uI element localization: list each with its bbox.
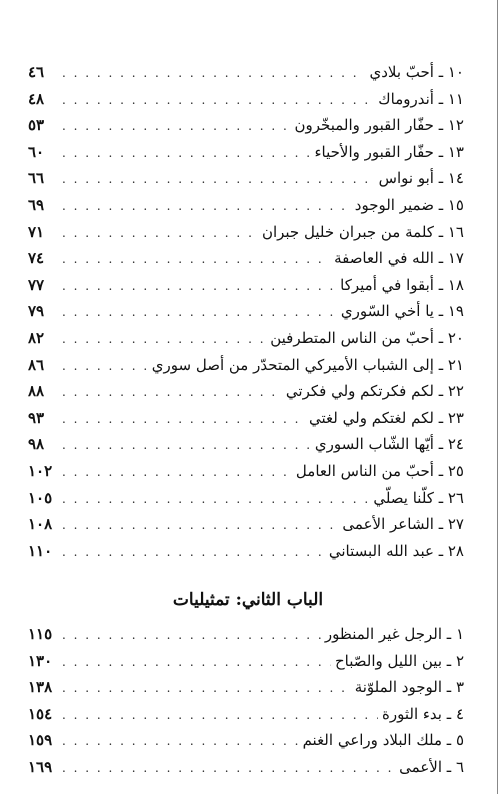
toc-entry [28, 674, 464, 701]
toc-entry-title: ٢٤ ـ أيّها الشّاب السوري [314, 435, 464, 454]
toc-entry-page-number: ٧٧ [28, 275, 45, 294]
toc-section-part-two [28, 621, 464, 781]
dot-leader [62, 60, 365, 87]
toc-entry-page-number: ٨٦ [28, 355, 45, 374]
toc-entry-title: ٢٨ ـ عبد الله البستاني [328, 541, 464, 560]
toc-entry-title: ١ ـ الرجل غير المنظور [324, 625, 464, 643]
toc-entry-number: ٢٦ [447, 488, 464, 507]
toc-entry [28, 701, 464, 728]
toc-entry-title: ١٧ ـ الله في العاصفة [334, 249, 464, 268]
toc-entry-page-number: ١٠٨ [28, 515, 53, 534]
toc-entry-number: ١٥ [447, 195, 464, 214]
toc-entry-title: ٦ ـ الأعمى [399, 757, 464, 776]
toc-entry-title: ٣ ـ الوجود الملوّنة [354, 678, 464, 697]
toc-entry-number: ١٧ [447, 249, 464, 268]
toc-entry [28, 538, 464, 565]
toc-entry-page-number: ٦٠ [28, 142, 45, 161]
dot-leader [62, 326, 266, 353]
toc-entry [28, 621, 464, 648]
toc-entry-page-number: ١٣٠ [28, 651, 53, 670]
toc-entry-number: ٢٣ [447, 408, 464, 427]
dot-leader [62, 193, 351, 220]
toc-entry-text: إلى الشباب الأميركي المتحدّر من أصل سوري [151, 355, 434, 374]
toc-entry-title: ١٦ ـ كلمة من جبران خليل جبران [261, 222, 464, 241]
toc-section-part-one [28, 59, 464, 564]
toc-entry [28, 485, 464, 512]
toc-entry-text: يا أخي السّوري [340, 302, 434, 321]
toc-entry-page-number: ٩٣ [28, 408, 45, 427]
toc-entry-page-number: ١٦٩ [28, 757, 53, 776]
toc-entry-number: ٤ [455, 704, 464, 723]
toc-entry-page-number: ٦٦ [28, 169, 45, 188]
toc-entry-title: ٢٥ ـ أحبّ من الناس العامل [295, 461, 464, 480]
toc-entry-title: ١١ ـ أندروماك [378, 89, 464, 108]
toc-entry-text: لكم فكرتكم ولي فكرتي [285, 382, 434, 401]
dot-leader [62, 539, 325, 566]
toc-entry-text: بدء الثورة [382, 704, 442, 723]
toc-entry-text: كلمة من جبران خليل جبران [261, 222, 434, 241]
toc-entry-number: ٦ [455, 757, 464, 776]
toc-entry-number: ١٤ [447, 169, 464, 188]
toc-entry [28, 378, 464, 405]
toc-entry-title: ٢٧ ـ الشاعر الأعمى [342, 515, 464, 534]
toc-entry-page-number: ١٠٥ [28, 488, 53, 507]
toc-entry-page-number: ١٠٢ [28, 461, 53, 480]
toc-entry-text: الله في العاصفة [334, 249, 434, 268]
toc-entry-title: ٢٢ ـ لكم فكرتكم ولي فكرتي [285, 382, 464, 401]
toc-entry [28, 431, 464, 458]
toc-entry-number: ١٦ [447, 222, 464, 241]
toc-entry-number: ٢٢ [447, 382, 464, 401]
dot-leader [62, 675, 351, 702]
dot-leader [62, 246, 330, 273]
dot-leader [62, 379, 282, 406]
dot-leader [62, 432, 311, 459]
dot-leader [62, 486, 369, 513]
toc-entry-title: ١٥ ـ ضمير الوجود [354, 195, 464, 214]
toc-entry-title: ٢ ـ بين الليل والصّباح [334, 651, 464, 670]
dot-leader [62, 702, 378, 729]
toc-entry-number: ١٠ [447, 63, 464, 81]
toc-entry [28, 405, 464, 432]
toc-entry-text: كلّنا يصلّي [373, 488, 434, 507]
toc-entry-text: بين الليل والصّباح [334, 651, 442, 670]
toc-entry-title: ٥ ـ ملك البلاد وراعي الغنم [302, 731, 464, 750]
toc-entry-number: ١٣ [447, 142, 464, 161]
toc-entry-text: ضمير الوجود [354, 195, 434, 214]
toc-entry-text: حفّار القبور والمبخّرون [294, 116, 434, 135]
toc-entry-number: ٢٨ [447, 541, 464, 560]
toc-entry-title: ١٢ ـ حفّار القبور والمبخّرون [294, 116, 464, 135]
dot-leader [62, 512, 338, 539]
toc-entry-page-number: ٧٩ [28, 302, 45, 321]
toc-entry-text: ملك البلاد وراعي الغنم [302, 731, 442, 750]
toc-entry [28, 139, 464, 166]
toc-entry-number: ١١ [447, 89, 464, 108]
toc-entry-text: أحبّ من الناس المتطرفين [270, 328, 434, 347]
toc-entry-page-number: ١٣٨ [28, 678, 53, 697]
toc-entry-number: ٣ [455, 678, 464, 697]
toc-entry-page-number: ٦٩ [28, 195, 45, 214]
toc-entry [28, 86, 464, 113]
dot-leader [62, 140, 310, 167]
toc-entry-text: الأعمى [399, 757, 442, 776]
toc-entry-page-number: ٤٦ [28, 63, 45, 81]
section-heading: الباب الثاني: تمثيليات [172, 590, 324, 610]
toc-entry [28, 112, 464, 139]
toc-entry-page-number: ٧١ [28, 222, 45, 241]
toc-entry [28, 325, 464, 352]
toc-entry-text: لكم لغتكم ولي لغتي [309, 408, 434, 427]
toc-entry-number: ١٩ [447, 302, 464, 321]
toc-entry-page-number: ٩٨ [28, 435, 45, 454]
dot-leader [62, 459, 292, 486]
toc-entry-title: ١٩ ـ يا أخي السّوري [340, 302, 464, 321]
dot-leader [62, 273, 336, 300]
toc-entry-text: الرجل غير المنظور [324, 625, 442, 643]
toc-entry-number: ١٢ [447, 116, 464, 135]
toc-entry-title: ٤ ـ بدء الثورة [382, 704, 464, 723]
dot-leader [62, 220, 258, 247]
toc-entry-number: ٢٤ [447, 435, 464, 454]
toc-entry-text: عبد الله البستاني [328, 541, 434, 560]
toc-entry [28, 59, 464, 86]
dot-leader [62, 299, 337, 326]
dot-leader [62, 622, 321, 649]
toc-entry-title: ١٠ ـ أحبّ بلادي [369, 63, 464, 81]
toc-entry-page-number: ١٥٩ [28, 731, 53, 750]
toc-entry-text: الشاعر الأعمى [342, 515, 434, 534]
dot-leader [62, 406, 305, 433]
dot-leader [62, 728, 299, 755]
toc-entry-text: أندروماك [378, 89, 434, 108]
toc-entry-title: ١٤ ـ أبو نواس [378, 169, 464, 188]
page-edge-line [497, 0, 498, 794]
toc-entry-page-number: ٤٨ [28, 89, 45, 108]
dot-leader [62, 166, 375, 193]
toc-entry [28, 219, 464, 246]
toc-entry [28, 648, 464, 675]
toc-entry-text: أحبّ بلادي [369, 63, 434, 81]
toc-entry-number: ٢٧ [447, 515, 464, 534]
toc-entry-page-number: ١٥٤ [28, 704, 53, 723]
toc-entry-text: أبقوا في أميركا [340, 275, 434, 294]
toc-entry-title: ٢٣ ـ لكم لغتكم ولي لغتي [309, 408, 464, 427]
toc-entry-number: ٥ [455, 731, 464, 750]
dot-leader [62, 755, 395, 782]
toc-entry [28, 192, 464, 219]
toc-entry-number: ١٨ [447, 275, 464, 294]
toc-entry-number: ٢٠ [447, 328, 464, 347]
dot-leader [62, 87, 374, 114]
dot-leader [62, 353, 148, 380]
toc-entry-page-number: ٧٤ [28, 249, 45, 268]
toc-entry-number: ٢١ [447, 355, 464, 374]
toc-entry-page-number: ١١٥ [28, 625, 53, 643]
toc-entry [28, 165, 464, 192]
toc-entry-title: ٢٦ ـ كلّنا يصلّي [373, 488, 464, 507]
toc-entry [28, 458, 464, 485]
toc-entry-number: ٢٥ [447, 461, 464, 480]
dot-leader [62, 649, 331, 676]
toc-entry-title: ١٨ ـ أبقوا في أميركا [340, 275, 464, 294]
toc-entry [28, 272, 464, 299]
dot-leader [62, 113, 290, 140]
toc-entry-text: أبو نواس [378, 169, 434, 188]
toc-entry [28, 245, 464, 272]
toc-entry [28, 727, 464, 754]
toc-entry-page-number: ٨٢ [28, 328, 45, 347]
toc-entry-text: أيّها الشّاب السوري [314, 435, 434, 454]
toc-entry-page-number: ٥٣ [28, 116, 45, 135]
toc-entry [28, 352, 464, 379]
toc-entry-number: ٢ [455, 651, 464, 670]
toc-entry-title: ٢٠ ـ أحبّ من الناس المتطرفين [270, 328, 464, 347]
toc-entry-page-number: ١١٠ [28, 541, 53, 560]
toc-entry-text: أحبّ من الناس العامل [295, 461, 434, 480]
toc-entry [28, 511, 464, 538]
toc-entry-text: حفّار القبور والأحياء [314, 142, 434, 161]
toc-entry [28, 754, 464, 781]
toc-entry-text: الوجود الملوّنة [354, 678, 442, 697]
toc-entry-title: ٢١ ـ إلى الشباب الأميركي المتحدّر من أصل سوري [151, 355, 464, 374]
toc-entry-page-number: ٨٨ [28, 382, 45, 401]
toc-entry-number: ١ [455, 625, 464, 643]
toc-entry-title: ١٣ ـ حفّار القبور والأحياء [314, 142, 464, 161]
toc-entry [28, 298, 464, 325]
